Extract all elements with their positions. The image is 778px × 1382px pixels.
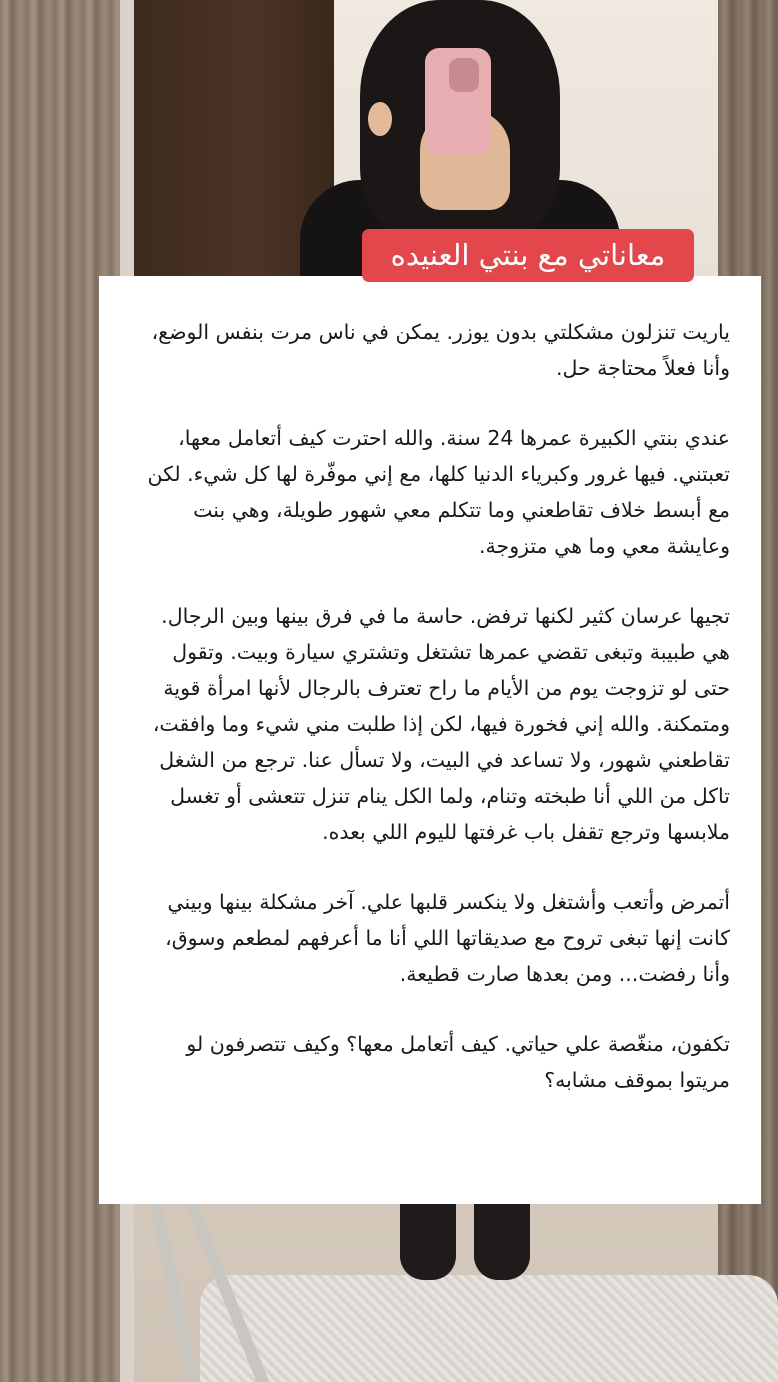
story-paragraph: عندي بنتي الكبيرة عمرها 24 سنة. والله احترت كيف أتعامل معها، تعبتني. فيها غرور وكبرياء الدنيا كلها، مع إني موفّرة لها كل شيء. لكن مع أبسط خلاف تقاطعني وما تتكلم معي شهور طويلة، وهي بنت وعايشة معي وما هي متزوجة.	[147, 426, 730, 558]
boot-left	[400, 1200, 456, 1280]
story-paragraph: أتمرض وأتعب وأشتغل ولا ينكسر قلبها علي. آخر مشكلة بينها وبيني كانت إنها تبغى تروح مع صديقاتها اللي أنا ما أعرفهم لمطعم وسوق، وأنا رفضت... ومن بعدها صارت قطيعة.	[165, 890, 730, 986]
story-paragraph: تجيها عرسان كثير لكنها ترفض. حاسة ما في فرق بينها وبين الرجال. هي طبيبة وتبغى تقضي عمرها تشتغل وتشتري سيارة وبيت. وتقول حتى لو تزوجت يوم من الأيام ما راح تعترف بالرجال لأنها امرأة قوية ومتمكنة. والله إني فخورة فيها، لكن إذا طلبت مني شيء وما وافقت، تقاطعني شهور، ولا تساعد في البيت، ولا تسأل عنا. ترجع من الشغل تاكل من اللي أنا طبخته وتنام، ولما الكل ينام تنزل تتعشى أو تغسل ملابسها وترجع تقفل باب غرفتها لليوم اللي بعده.	[152, 604, 730, 844]
boot-right	[474, 1200, 530, 1280]
phone-icon	[425, 48, 491, 156]
story-paragraph: تكفون، منغّصة علي حياتي. كيف أتعامل معها؟ وكيف تتصرفون لو مريتوا بموقف مشابه؟	[186, 1032, 730, 1092]
person-boots	[400, 1200, 530, 1280]
title-badge: معاناتي مع بنتي العنيده	[362, 229, 694, 282]
person-ear	[368, 102, 392, 136]
rug	[200, 1275, 778, 1382]
story-paragraph: ياريت تنزلون مشكلتي بدون يوزر. يمكن في ناس مرت بنفس الوضع، وأنا فعلاً محتاجة حل.	[151, 320, 730, 380]
story-card	[99, 276, 761, 1204]
